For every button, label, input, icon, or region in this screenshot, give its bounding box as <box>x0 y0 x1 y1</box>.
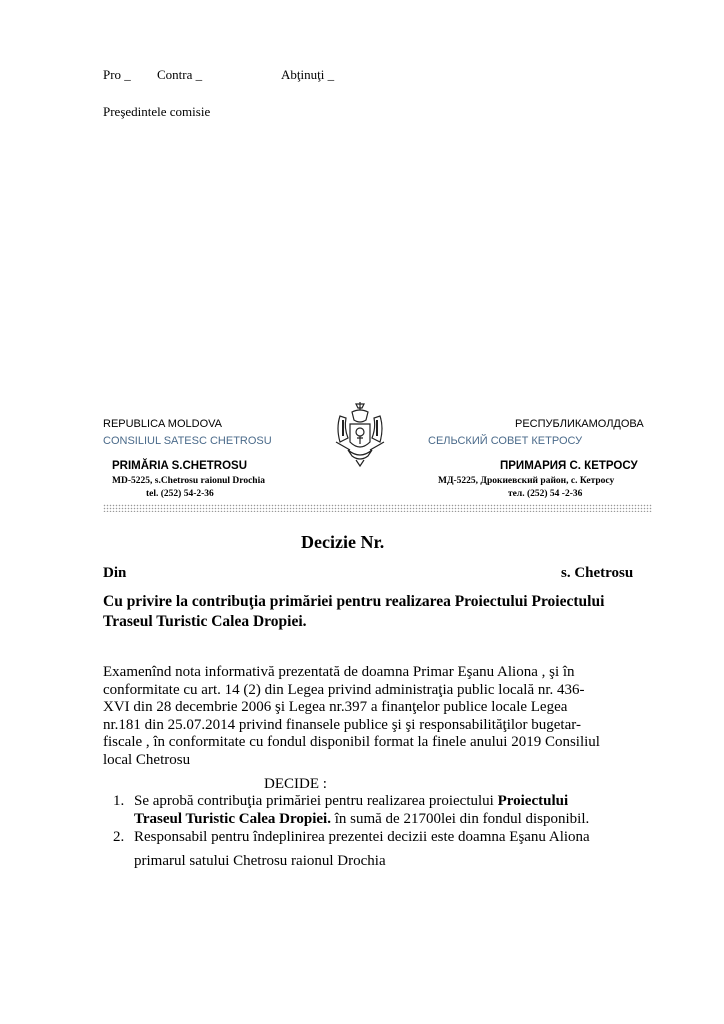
subject-line: Traseul Turistic Calea Dropiei. <box>103 613 307 630</box>
phone-ro: tel. (252) 54-2-36 <box>146 489 214 499</box>
vote-pro: Pro _ <box>103 67 131 82</box>
country-ro: REPUBLICA MOLDOVA <box>103 418 222 430</box>
council-ru: СЕЛЬСКИЙ СОВЕТ КЕТРОСУ <box>428 435 583 447</box>
decision-subject <box>103 592 663 632</box>
item-text: primarul satului Chetrosu raionul Drochia <box>134 852 386 869</box>
moldova-coat-of-arms-icon <box>330 398 390 468</box>
decision-preamble <box>103 664 663 770</box>
item-text: în sumă de 21700lei din fondul disponibil. <box>330 810 590 827</box>
address-ro: MD-5225, s.Chetrosu raionul Drochia <box>112 476 265 486</box>
decide-heading: DECIDE : <box>264 776 327 792</box>
decision-title: Decizie Nr. <box>301 532 385 552</box>
vote-abtinuti: Abţinuţi _ <box>281 67 335 82</box>
vote-contra: Contra _ <box>157 67 203 82</box>
decision-items <box>103 793 683 870</box>
subject-line: Cu privire la contribuţia primăriei pentru realizarea Proiectului Proiectului <box>103 593 605 610</box>
preamble-line: conformitate cu art. 14 (2) din Legea privind administraţia public locală nr. 436- <box>103 681 585 698</box>
country-ru: РЕСПУБЛИКАМОЛДОВА <box>515 418 644 430</box>
preamble-line: Examenînd nota informativă prezentată de doamna Primar Eşanu Aliona , şi în <box>103 664 575 680</box>
decision-location: s. Chetrosu <box>561 565 634 581</box>
item-text: Responsabil pentru îndeplinirea prezentei decizii este doamna Eşanu Aliona <box>134 829 590 846</box>
committee-president: Preşedintele comisie <box>103 104 211 119</box>
address-ru: МД-5225, Дрокиевский район, с. Кетросу <box>438 476 615 486</box>
council-ro: CONSILIUL SATESC CHETROSU <box>103 435 272 447</box>
item-number: 2. <box>113 829 125 846</box>
item-text-bold: Proiectului <box>497 793 569 809</box>
item-text-bold: Traseul Turistic Calea Dropiei. <box>134 810 331 827</box>
preamble-line: local Chetrosu <box>103 751 191 768</box>
decision-item <box>103 829 683 870</box>
mayoralty-ro: PRIMĂRIA S.CHETROSU <box>112 460 248 472</box>
preamble-line: nr.181 din 25.07.2014 privind finansele publice şi şi responsabilităţilor bugetar- <box>103 716 581 733</box>
dotted-divider <box>103 504 652 512</box>
decision-date-label: Din <box>103 565 127 581</box>
item-text: Se aprobă contribuţia primăriei pentru realizarea proiectului <box>134 793 498 809</box>
item-number: 1. <box>113 793 125 809</box>
phone-ru: тел. (252) 54 -2-36 <box>508 489 583 499</box>
mayoralty-ru: ПРИМАРИЯ С. КЕТРОСУ <box>500 460 638 472</box>
decision-item <box>103 793 683 828</box>
preamble-line: fiscale , în conformitate cu fondul disponibil format la finele anului 2019 Consiliul <box>103 734 600 751</box>
preamble-line: XVI din 28 decembrie 2006 şi Legea nr.397 a finanţelor publice locale Legea <box>103 699 568 716</box>
